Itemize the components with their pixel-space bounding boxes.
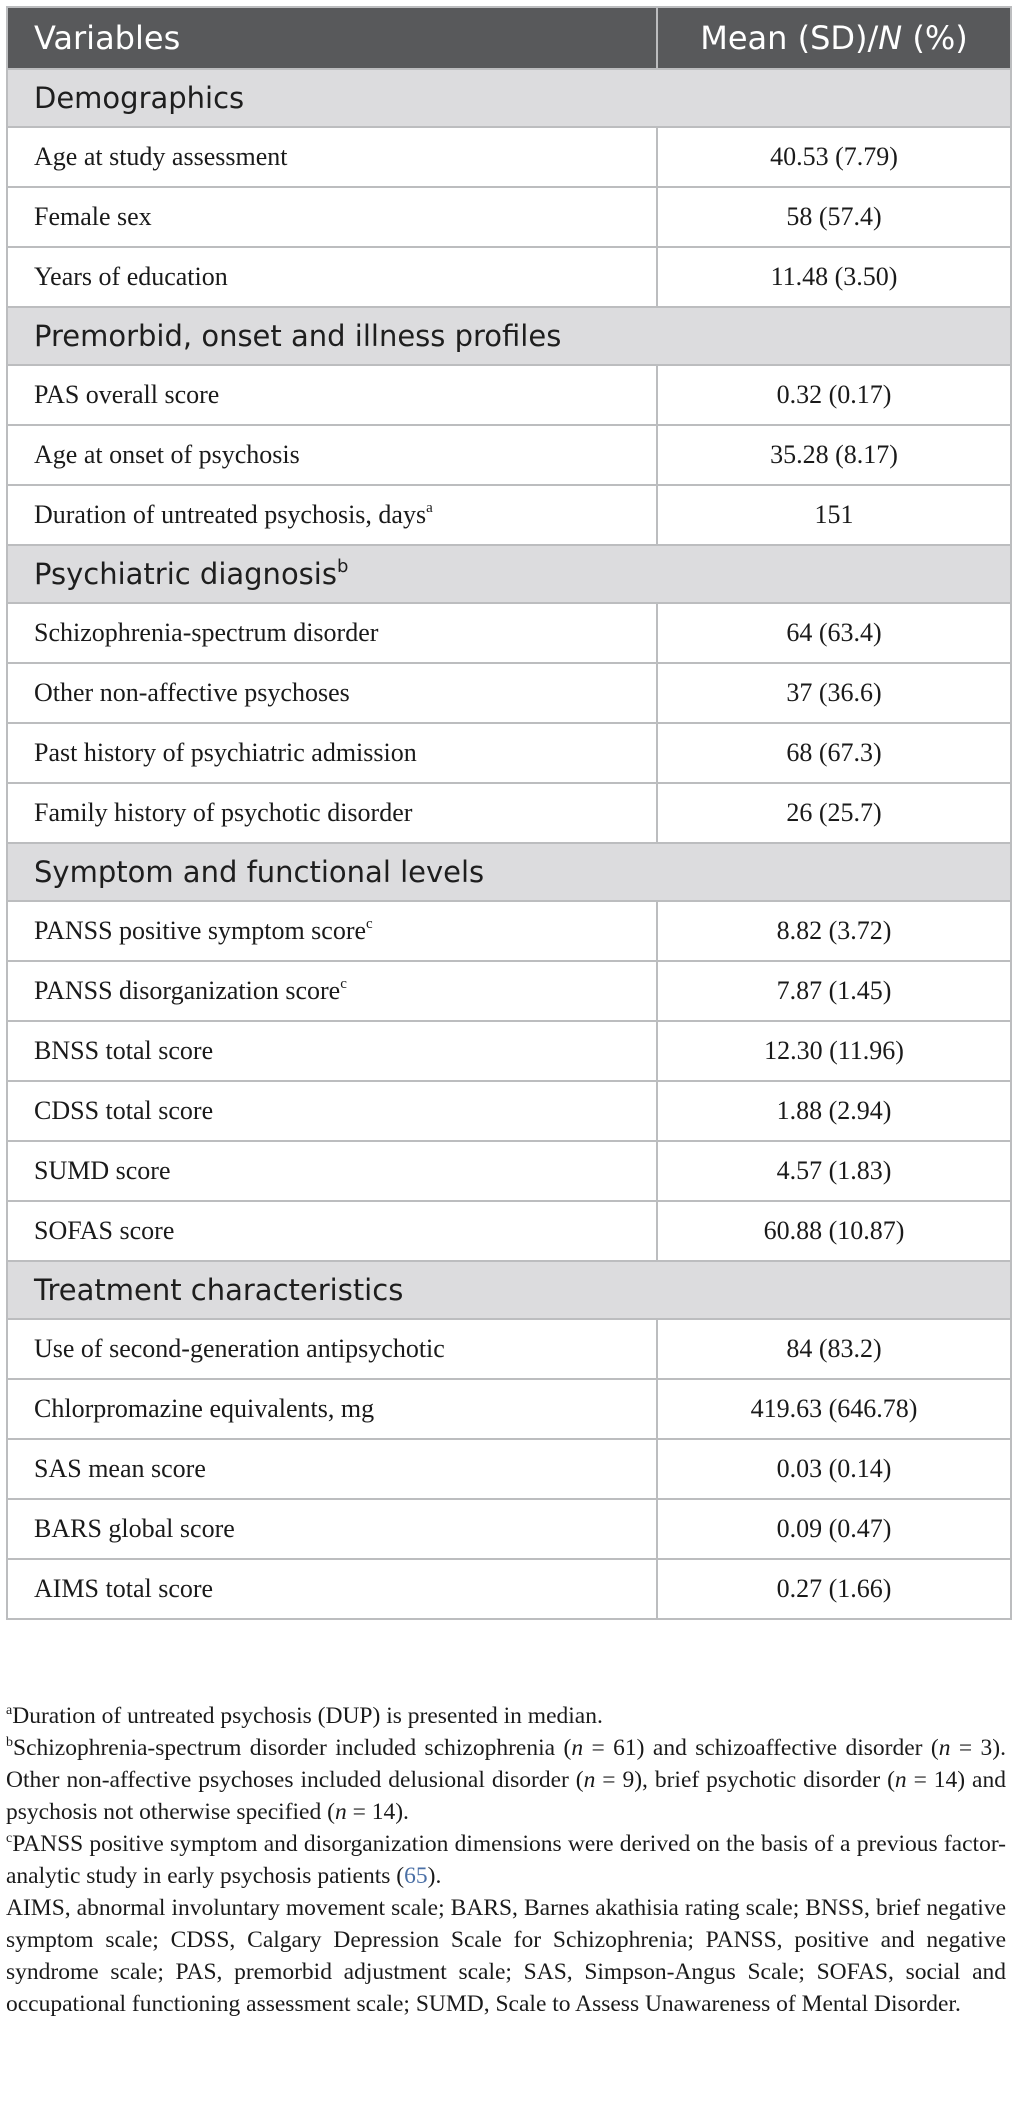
reference-link-65[interactable]: 65 (404, 1863, 428, 1889)
row-value: 4.57 (1.83) (657, 1141, 1011, 1201)
row-label: Age at study assessment (7, 127, 657, 187)
table-row (7, 187, 1011, 247)
row-label: Female sex (7, 187, 657, 247)
footnote-b-text: = 3). Other non-affective psychoses included delusional disorder ( (6, 1735, 1006, 1793)
row-label: Family history of psychotic disorder (7, 783, 657, 843)
row-value: 35.28 (8.17) (657, 425, 1011, 485)
section-row (7, 843, 1011, 901)
footnote-b-marker: b (6, 1735, 13, 1750)
table-row (7, 485, 1011, 545)
table-row (7, 365, 1011, 425)
row-value: 0.03 (0.14) (657, 1439, 1011, 1499)
row-value: 151 (657, 485, 1011, 545)
italic-n: n (894, 1767, 907, 1793)
row-label: Schizophrenia-spectrum disorder (7, 603, 657, 663)
italic-n: n (571, 1735, 584, 1761)
row-label: Other non-affective psychoses (7, 663, 657, 723)
table-row (7, 961, 1011, 1021)
table-row (7, 783, 1011, 843)
row-label-cell (7, 485, 657, 545)
row-label: Duration of untreated psychosis, days (34, 500, 427, 529)
table-row (7, 1499, 1011, 1559)
row-label: BARS global score (7, 1499, 657, 1559)
table-row (7, 1559, 1011, 1619)
footnote-c (6, 1828, 1006, 1892)
row-value: 64 (63.4) (657, 603, 1011, 663)
italic-n: n (334, 1799, 347, 1825)
footnote-a-marker: a (6, 1703, 13, 1718)
row-label-cell (7, 901, 657, 961)
row-label: Use of second-generation antipsychotic (7, 1319, 657, 1379)
row-label: CDSS total score (7, 1081, 657, 1141)
table-row (7, 901, 1011, 961)
footnote-b-text: = 61) and schizoaffective disorder ( (583, 1735, 939, 1761)
italic-n: n (583, 1767, 596, 1793)
row-label: PANSS positive symptom score (34, 916, 367, 945)
row-label: SOFAS score (7, 1201, 657, 1261)
row-value: 60.88 (10.87) (657, 1201, 1011, 1261)
row-value: 8.82 (3.72) (657, 901, 1011, 961)
table-row (7, 663, 1011, 723)
row-value: 84 (83.2) (657, 1319, 1011, 1379)
row-value: 0.32 (0.17) (657, 365, 1011, 425)
footnote-b (6, 1732, 1006, 1828)
row-label: SAS mean score (7, 1439, 657, 1499)
italic-n: n (938, 1735, 951, 1761)
section-premorbid: Premorbid, onset and illness profiles (7, 307, 1011, 365)
row-label: BNSS total score (7, 1021, 657, 1081)
table-row (7, 1439, 1011, 1499)
table-footnotes (6, 1700, 1006, 2020)
footnote-b-text: = 14) and psychosis not otherwise specified ( (6, 1767, 1006, 1825)
row-label: PANSS disorganization score (34, 976, 341, 1005)
footnote-b-text: Schizophrenia-spectrum disorder included schizophrenia ( (13, 1735, 572, 1761)
table-row (7, 425, 1011, 485)
table-container (6, 6, 1010, 1620)
abbreviations-note: AIMS, abnormal involuntary movement scale; BARS, Barnes akathisia rating scale; BNSS, brief negative symptom scale; CDSS, Calgary Depression Scale for Schizophrenia; PANSS, positive and negative syndrome scale; PAS, premorbid adjustment scale; SAS, Simpson-Angus Scale; SOFAS, social and occupational functioning assessment scale; SUMD, Scale to Assess Unawareness of Mental Disorder. (6, 1895, 1006, 2017)
row-value: 68 (67.3) (657, 723, 1011, 783)
header-percent: (%) (902, 19, 968, 57)
header-mean-sd-text: Mean (SD)/ (700, 19, 879, 57)
row-value: 26 (25.7) (657, 783, 1011, 843)
section-row (7, 307, 1011, 365)
header-n: N (878, 19, 903, 57)
section-row (7, 1261, 1011, 1319)
row-label: SUMD score (7, 1141, 657, 1201)
footnote-b-text: = 14). (346, 1799, 409, 1825)
table-row (7, 603, 1011, 663)
footnote-c-text: ). (427, 1863, 442, 1889)
section-symptom: Symptom and functional levels (7, 843, 1011, 901)
section-diagnosis-cell (7, 545, 1011, 603)
section-row (7, 69, 1011, 127)
row-value: 7.87 (1.45) (657, 961, 1011, 1021)
table-row (7, 1201, 1011, 1261)
table-row (7, 1021, 1011, 1081)
section-row (7, 545, 1011, 603)
footnote-marker-a: a (426, 500, 433, 516)
table-row (7, 247, 1011, 307)
table-row (7, 1319, 1011, 1379)
table-row (7, 1379, 1011, 1439)
table-row (7, 1081, 1011, 1141)
footnote-marker-c: c (340, 976, 347, 992)
footnote-a (6, 1700, 1006, 1732)
row-label: Past history of psychiatric admission (7, 723, 657, 783)
section-demographics: Demographics (7, 69, 1011, 127)
footnote-a-text: Duration of untreated psychosis (DUP) is presented in median. (12, 1703, 603, 1729)
row-value: 40.53 (7.79) (657, 127, 1011, 187)
row-label-cell (7, 961, 657, 1021)
header-variables: Variables (7, 7, 657, 69)
row-value: 419.63 (646.78) (657, 1379, 1011, 1439)
footnote-marker-b: b (336, 556, 349, 577)
table-row (7, 1141, 1011, 1201)
table-row (7, 127, 1011, 187)
row-value: 0.27 (1.66) (657, 1559, 1011, 1619)
table-header-row (7, 7, 1011, 69)
row-label: Years of education (7, 247, 657, 307)
footnote-c-marker: c (6, 1831, 13, 1846)
section-diagnosis: Psychiatric diagnosis (34, 557, 337, 591)
row-label: Chlorpromazine equivalents, mg (7, 1379, 657, 1439)
row-label: AIMS total score (7, 1559, 657, 1619)
row-value: 12.30 (11.96) (657, 1021, 1011, 1081)
footnote-c-text: PANSS positive symptom and disorganization dimensions were derived on the basis of a previous factor-analytic study in early psychosis patients ( (6, 1831, 1006, 1889)
row-value: 37 (36.6) (657, 663, 1011, 723)
row-label: Age at onset of psychosis (7, 425, 657, 485)
row-value: 58 (57.4) (657, 187, 1011, 247)
row-value: 11.48 (3.50) (657, 247, 1011, 307)
row-label: PAS overall score (7, 365, 657, 425)
footnote-marker-c: c (366, 916, 373, 932)
row-value: 0.09 (0.47) (657, 1499, 1011, 1559)
section-treatment: Treatment characteristics (7, 1261, 1011, 1319)
table-row (7, 723, 1011, 783)
header-mean-sd (657, 7, 1011, 69)
row-value: 1.88 (2.94) (657, 1081, 1011, 1141)
characteristics-table (6, 6, 1012, 1620)
footnote-b-text: = 9), brief psychotic disorder ( (595, 1767, 895, 1793)
